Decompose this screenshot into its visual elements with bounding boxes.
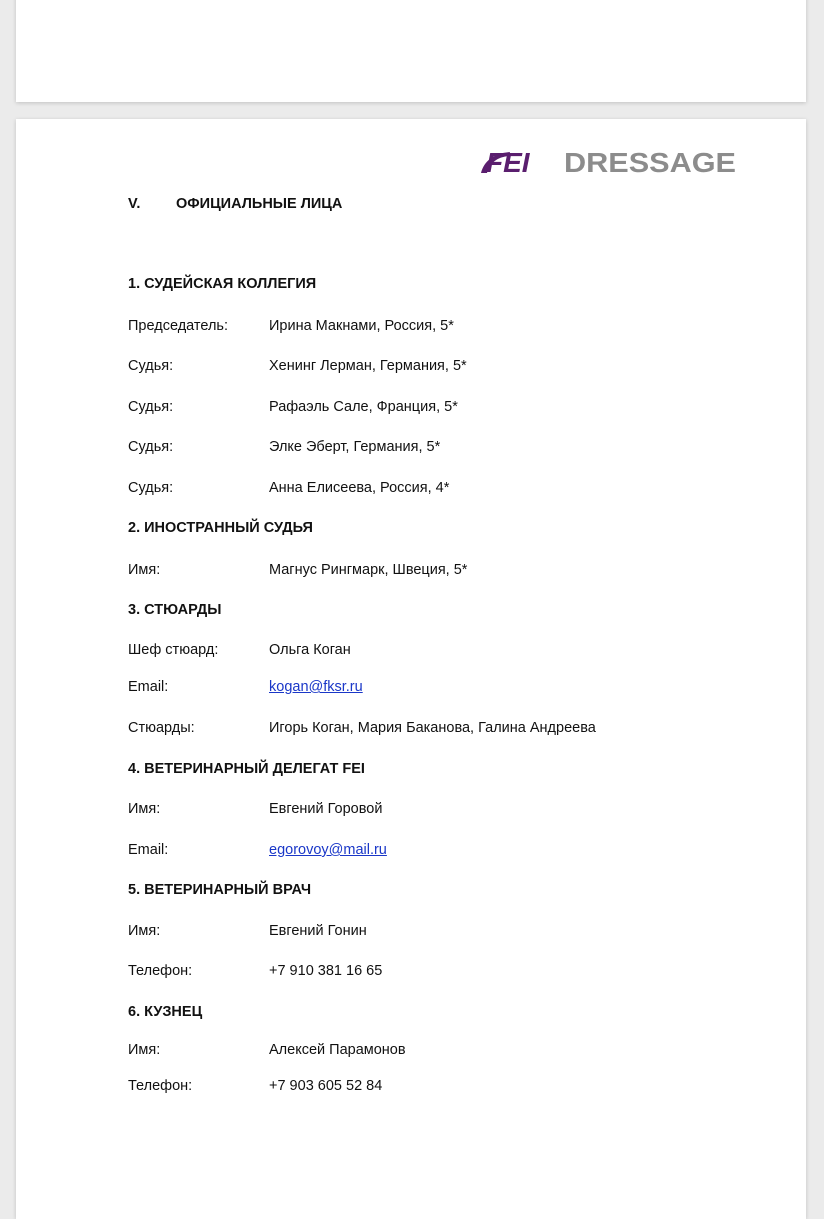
previous-page — [16, 0, 806, 102]
row-value: Элке Эберт, Германия, 5* — [269, 439, 441, 455]
row-label: Судья: — [128, 480, 174, 496]
row-label: Судья: — [128, 399, 174, 415]
row-label: Имя: — [128, 562, 161, 578]
group-title-foreign-judge: 2. ИНОСТРАННЫЙ СУДЬЯ — [128, 520, 313, 536]
row-value: Анна Елисеева, Россия, 4* — [269, 480, 450, 496]
logo-dressage-text: DRESSAGE — [564, 147, 736, 178]
row-value: Ольга Коган — [269, 642, 351, 658]
row-label: Имя: — [128, 923, 161, 939]
row-label: Председатель: — [128, 318, 228, 334]
logo-fei-text: FEI — [486, 147, 530, 178]
row-label: Имя: — [128, 801, 161, 817]
row-label: Судья: — [128, 358, 174, 374]
section-title: ОФИЦИАЛЬНЫЕ ЛИЦА — [176, 196, 343, 212]
row-label: Судья: — [128, 439, 174, 455]
row-value: Евгений Горовой — [269, 801, 383, 817]
group-title-judges: 1. СУДЕЙСКАЯ КОЛЛЕГИЯ — [128, 276, 317, 292]
group-title-stewards: 3. СТЮАРДЫ — [128, 602, 222, 618]
row-label: Email: — [128, 842, 169, 858]
row-value: Ирина Макнами, Россия, 5* — [269, 318, 454, 334]
row-label: Email: — [128, 679, 169, 695]
row-label: Имя: — [128, 1042, 161, 1058]
email-link-kogan[interactable]: kogan@fksr.ru — [269, 679, 363, 695]
row-value: Хенинг Лерман, Германия, 5* — [269, 358, 467, 374]
row-value: +7 903 605 52 84 — [269, 1078, 383, 1094]
row-value: Евгений Гонин — [269, 923, 367, 939]
row-label: Шеф стюард: — [128, 642, 219, 658]
row-label: Стюарды: — [128, 720, 195, 736]
group-title-vet-delegate: 4. ВЕТЕРИНАРНЫЙ ДЕЛЕГАТ FEI — [128, 761, 365, 777]
group-title-farrier: 6. КУЗНЕЦ — [128, 1004, 203, 1020]
row-value: Рафаэль Сале, Франция, 5* — [269, 399, 458, 415]
row-value: Магнус Рингмарк, Швеция, 5* — [269, 562, 468, 578]
email-link-egorovoy[interactable]: egorovoy@mail.ru — [269, 842, 387, 858]
row-label: Телефон: — [128, 963, 193, 979]
row-value: Алексей Парамонов — [269, 1042, 406, 1058]
row-label: Телефон: — [128, 1078, 193, 1094]
row-value: +7 910 381 16 65 — [269, 963, 383, 979]
row-value: Игорь Коган, Мария Баканова, Галина Андреева — [269, 720, 596, 736]
section-number: V. — [128, 196, 141, 212]
fei-dressage-logo — [480, 145, 740, 179]
group-title-vet: 5. ВЕТЕРИНАРНЫЙ ВРАЧ — [128, 882, 312, 898]
